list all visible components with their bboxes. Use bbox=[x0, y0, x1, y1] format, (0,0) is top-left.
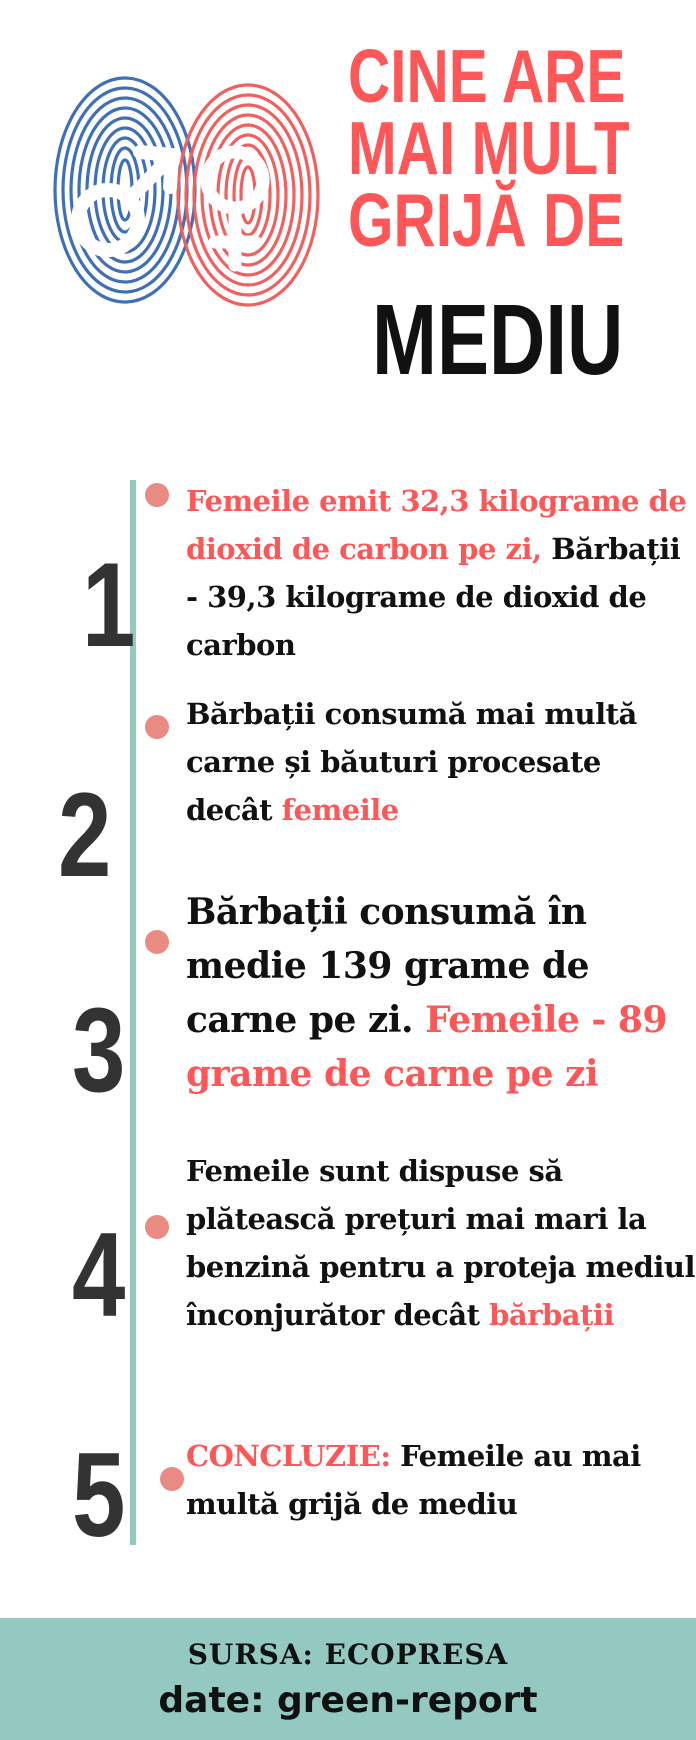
item-5-dot bbox=[160, 1467, 184, 1491]
item-4-red-text: bărbații bbox=[489, 1298, 614, 1332]
item-3-black-text: Bărbații consumă în medie 139 grame de carne pe zi. bbox=[186, 891, 590, 1041]
gender-fingerprints-logo bbox=[30, 60, 350, 330]
male-symbol-icon bbox=[78, 152, 172, 250]
item-5-black-text: Femeile au mai multă grijă de mediu bbox=[186, 1439, 641, 1521]
item-4-number: 4 bbox=[72, 1208, 126, 1342]
title-red bbox=[348, 34, 630, 262]
item-2-red-text: femeile bbox=[281, 793, 399, 827]
header bbox=[0, 0, 696, 420]
item-1-number: 1 bbox=[82, 538, 136, 672]
item-5-red-text: CONCLUZIE: bbox=[186, 1439, 391, 1473]
item-1-black-text: Bărbații - 39,3 kilograme de dioxid de carbon bbox=[186, 532, 681, 662]
item-1-dot bbox=[145, 483, 169, 507]
item-3-red-text: Femeile - 89 grame de carne pe zi bbox=[186, 999, 667, 1095]
item-2-dot bbox=[145, 715, 169, 739]
title-line-2: MAI MULT bbox=[348, 106, 630, 190]
item-3-number: 3 bbox=[72, 983, 126, 1117]
footer bbox=[0, 1618, 696, 1740]
footer-date: date: green-report bbox=[158, 1680, 538, 1721]
item-4-black-text: Femeile sunt dispuse să plătească prețuri mai mari la benzină pentru a proteja mediul înconjurător decât bbox=[186, 1154, 695, 1332]
item-2-text bbox=[186, 690, 696, 834]
item-4-dot bbox=[145, 1215, 169, 1239]
item-2-number: 2 bbox=[58, 768, 112, 902]
footer-source: SURSA: ECOPRESA bbox=[187, 1638, 509, 1671]
item-5-number: 5 bbox=[72, 1428, 126, 1562]
item-4-text bbox=[186, 1147, 696, 1339]
item-3-dot bbox=[145, 930, 169, 954]
item-3-text bbox=[186, 885, 696, 1101]
item-5-text bbox=[186, 1432, 696, 1528]
item-1-text bbox=[186, 477, 696, 669]
title-line-1: CINE ARE bbox=[348, 34, 626, 118]
item-2-black-text: Bărbații consumă mai multă carne și băuturi procesate decât bbox=[186, 697, 637, 827]
female-fingerprint-icon bbox=[178, 85, 318, 305]
title-mediu: MEDIU bbox=[372, 284, 624, 396]
item-1-red-text: Femeile emit 32,3 kilograme de dioxid de carbon pe zi, bbox=[186, 484, 687, 566]
title-line-3: GRIJĂ DE bbox=[348, 178, 625, 262]
